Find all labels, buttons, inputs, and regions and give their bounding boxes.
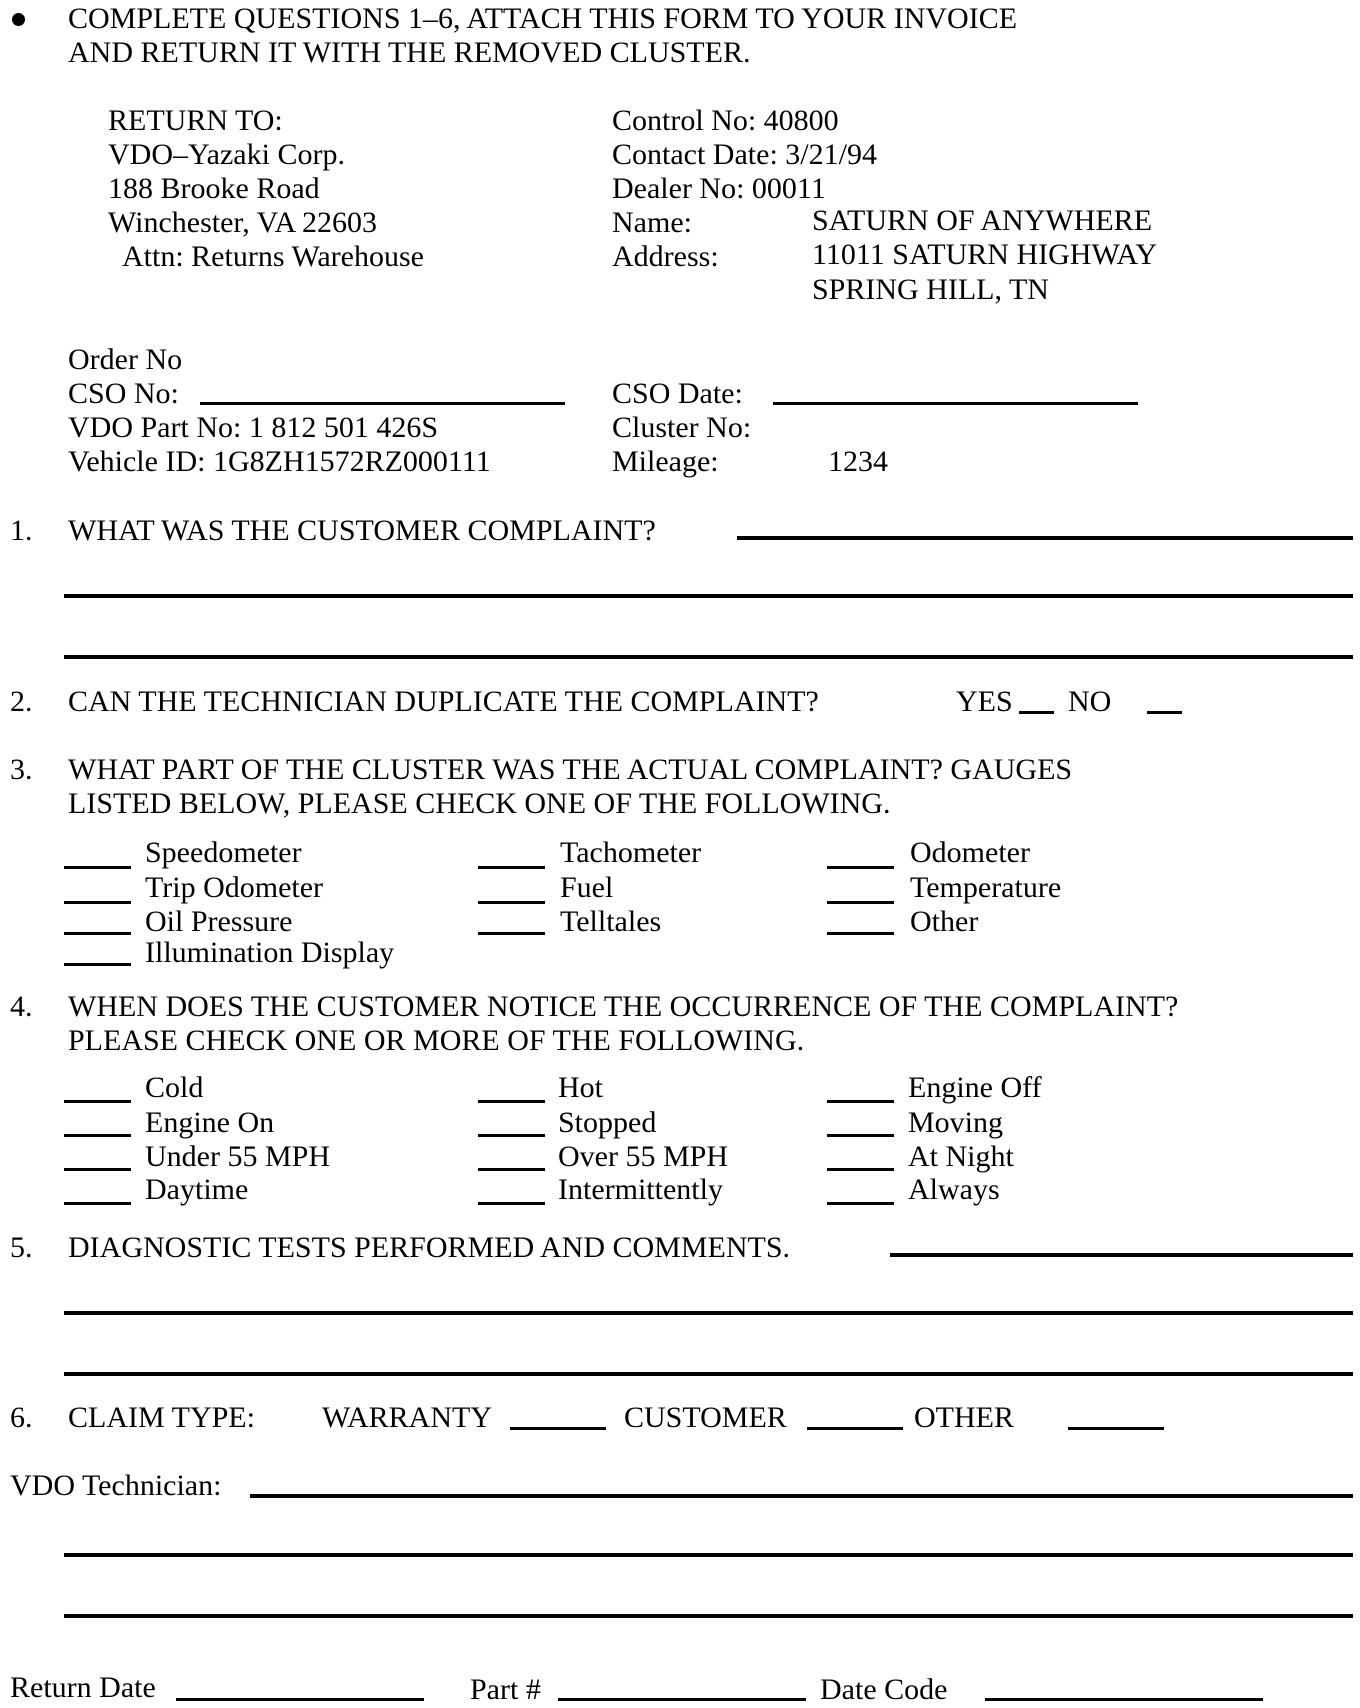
q3-check-oil-pressure[interactable] — [64, 932, 131, 935]
q3-option-illumination-display: Illumination Display — [145, 936, 395, 969]
q3-check-telltales[interactable] — [478, 932, 545, 935]
dealer-no: Dealer No: 00011 — [612, 172, 826, 205]
instructions-line-2: AND RETURN IT WITH THE REMOVED CLUSTER. — [68, 36, 751, 69]
return-company: VDO–Yazaki Corp. — [108, 138, 345, 171]
q4-option-over-55: Over 55 MPH — [558, 1140, 728, 1173]
q2-no-label: NO — [1068, 685, 1112, 718]
q3-check-fuel[interactable] — [478, 901, 545, 904]
q6-number: 6. — [10, 1401, 33, 1434]
order-no: Order No — [68, 343, 183, 376]
q4-check-moving[interactable] — [827, 1134, 894, 1137]
q6-warranty-label: WARRANTY — [322, 1401, 492, 1434]
q4-check-engine-on[interactable] — [64, 1134, 131, 1137]
return-attn: Attn: Returns Warehouse — [122, 240, 424, 273]
q4-option-engine-off: Engine Off — [908, 1071, 1042, 1104]
q3-check-trip-odometer[interactable] — [64, 901, 131, 904]
q4-check-over-55[interactable] — [478, 1168, 545, 1171]
q4-option-hot: Hot — [558, 1071, 603, 1104]
q4-option-daytime: Daytime — [145, 1173, 249, 1206]
q3-check-other[interactable] — [827, 932, 894, 935]
q6-other-label: OTHER — [914, 1401, 1014, 1434]
q3-option-speedometer: Speedometer — [145, 836, 302, 869]
q4-check-stopped[interactable] — [478, 1134, 545, 1137]
q5-answer-line-2[interactable] — [64, 1311, 1353, 1315]
mileage-value: 1234 — [828, 445, 888, 478]
q4-option-under-55: Under 55 MPH — [145, 1140, 330, 1173]
return-date-label: Return Date — [10, 1671, 156, 1704]
q4-option-always: Always — [908, 1173, 1000, 1206]
vehicle-id: Vehicle ID: 1G8ZH1572RZ000111 — [68, 445, 491, 478]
q4-check-intermittently[interactable] — [478, 1202, 545, 1205]
dealer-name-label: Name: — [612, 206, 692, 239]
return-date-field[interactable] — [176, 1698, 424, 1701]
q4-number: 4. — [10, 990, 33, 1023]
q5-text: DIAGNOSTIC TESTS PERFORMED AND COMMENTS. — [68, 1231, 791, 1264]
q4-option-intermittently: Intermittently — [558, 1173, 723, 1206]
return-street: 188 Brooke Road — [108, 172, 320, 205]
q4-check-hot[interactable] — [478, 1100, 545, 1103]
instructions-line-1: COMPLETE QUESTIONS 1–6, ATTACH THIS FORM TO YOUR INVOICE — [68, 2, 1018, 35]
q3-check-speedometer[interactable] — [64, 866, 131, 869]
q6-customer-field[interactable] — [807, 1427, 903, 1430]
q1-answer-line-2[interactable] — [64, 594, 1353, 598]
q3-line-2: LISTED BELOW, PLEASE CHECK ONE OF THE FOLLOWING. — [68, 787, 891, 820]
q4-check-daytime[interactable] — [64, 1202, 131, 1205]
q1-answer-line-3[interactable] — [64, 655, 1353, 659]
contact-date: Contact Date: 3/21/94 — [612, 138, 877, 171]
q5-answer-line-1[interactable] — [890, 1253, 1353, 1257]
q1-number: 1. — [10, 514, 33, 547]
q6-warranty-field[interactable] — [510, 1427, 606, 1430]
q6-label: CLAIM TYPE: — [68, 1401, 255, 1434]
q2-number: 2. — [10, 685, 33, 718]
bullet-icon — [12, 13, 25, 26]
q4-check-engine-off[interactable] — [827, 1100, 894, 1103]
q4-line-2: PLEASE CHECK ONE OR MORE OF THE FOLLOWING. — [68, 1024, 805, 1057]
q4-option-cold: Cold — [145, 1071, 204, 1104]
q2-yes-field[interactable] — [1019, 711, 1054, 714]
cso-date-field[interactable] — [773, 402, 1138, 405]
q3-option-tachometer: Tachometer — [560, 836, 702, 869]
q3-option-fuel: Fuel — [560, 871, 614, 904]
return-to-label: RETURN TO: — [108, 104, 283, 137]
q4-check-cold[interactable] — [64, 1100, 131, 1103]
dealer-name-value: SATURN OF ANYWHERE — [812, 204, 1153, 237]
date-code-label: Date Code — [820, 1673, 948, 1706]
q3-option-odometer: Odometer — [910, 836, 1030, 869]
dealer-address-line-2: SPRING HILL, TN — [812, 273, 1049, 306]
date-code-field[interactable] — [985, 1698, 1263, 1701]
q4-option-moving: Moving — [908, 1106, 1004, 1139]
technician-label: VDO Technician: — [10, 1469, 222, 1502]
q6-other-field[interactable] — [1068, 1427, 1164, 1430]
q3-line-1: WHAT PART OF THE CLUSTER WAS THE ACTUAL COMPLAINT? GAUGES — [68, 753, 1073, 786]
q3-option-telltales: Telltales — [560, 905, 662, 938]
q1-answer-line-1[interactable] — [737, 536, 1353, 540]
q5-answer-line-3[interactable] — [64, 1372, 1353, 1376]
dealer-address-line-1: 11011 SATURN HIGHWAY — [812, 238, 1158, 271]
dealer-address-label: Address: — [612, 240, 719, 273]
q3-check-tachometer[interactable] — [478, 866, 545, 869]
q2-no-field[interactable] — [1147, 711, 1182, 714]
return-city: Winchester, VA 22603 — [108, 206, 377, 239]
mileage-label: Mileage: — [612, 445, 719, 478]
q3-number: 3. — [10, 753, 33, 786]
q3-check-odometer[interactable] — [827, 866, 894, 869]
technician-line-2[interactable] — [64, 1553, 1353, 1557]
cso-no-label: CSO No: — [68, 377, 179, 410]
q2-yes-label: YES — [956, 685, 1013, 718]
q2-text: CAN THE TECHNICIAN DUPLICATE THE COMPLAINT? — [68, 685, 819, 718]
vdo-part-no: VDO Part No: 1 812 501 426S — [68, 411, 439, 444]
control-no: Control No: 40800 — [612, 104, 839, 137]
cluster-no-label: Cluster No: — [612, 411, 752, 444]
q4-option-engine-on: Engine On — [145, 1106, 275, 1139]
q3-option-oil-pressure: Oil Pressure — [145, 905, 293, 938]
q4-option-at-night: At Night — [908, 1140, 1014, 1173]
part-number-label: Part # — [470, 1673, 541, 1706]
part-number-field[interactable] — [558, 1698, 806, 1701]
technician-line-3[interactable] — [64, 1614, 1353, 1618]
q4-line-1: WHEN DOES THE CUSTOMER NOTICE THE OCCURRENCE OF THE COMPLAINT? — [68, 990, 1179, 1023]
q3-option-temperature: Temperature — [910, 871, 1062, 904]
q5-number: 5. — [10, 1231, 33, 1264]
q3-check-temperature[interactable] — [827, 901, 894, 904]
q3-option-other: Other — [910, 905, 979, 938]
q4-check-always[interactable] — [827, 1202, 894, 1205]
q3-option-trip-odometer: Trip Odometer — [145, 871, 324, 904]
cso-date-label: CSO Date: — [612, 377, 743, 410]
q4-check-under-55[interactable] — [64, 1168, 131, 1171]
q1-text: WHAT WAS THE CUSTOMER COMPLAINT? — [68, 514, 656, 547]
cso-no-field[interactable] — [200, 402, 565, 405]
q3-check-illumination-display[interactable] — [64, 963, 131, 966]
q6-customer-label: CUSTOMER — [624, 1401, 787, 1434]
technician-field[interactable] — [250, 1494, 1353, 1498]
q4-option-stopped: Stopped — [558, 1106, 657, 1139]
q4-check-at-night[interactable] — [827, 1168, 894, 1171]
